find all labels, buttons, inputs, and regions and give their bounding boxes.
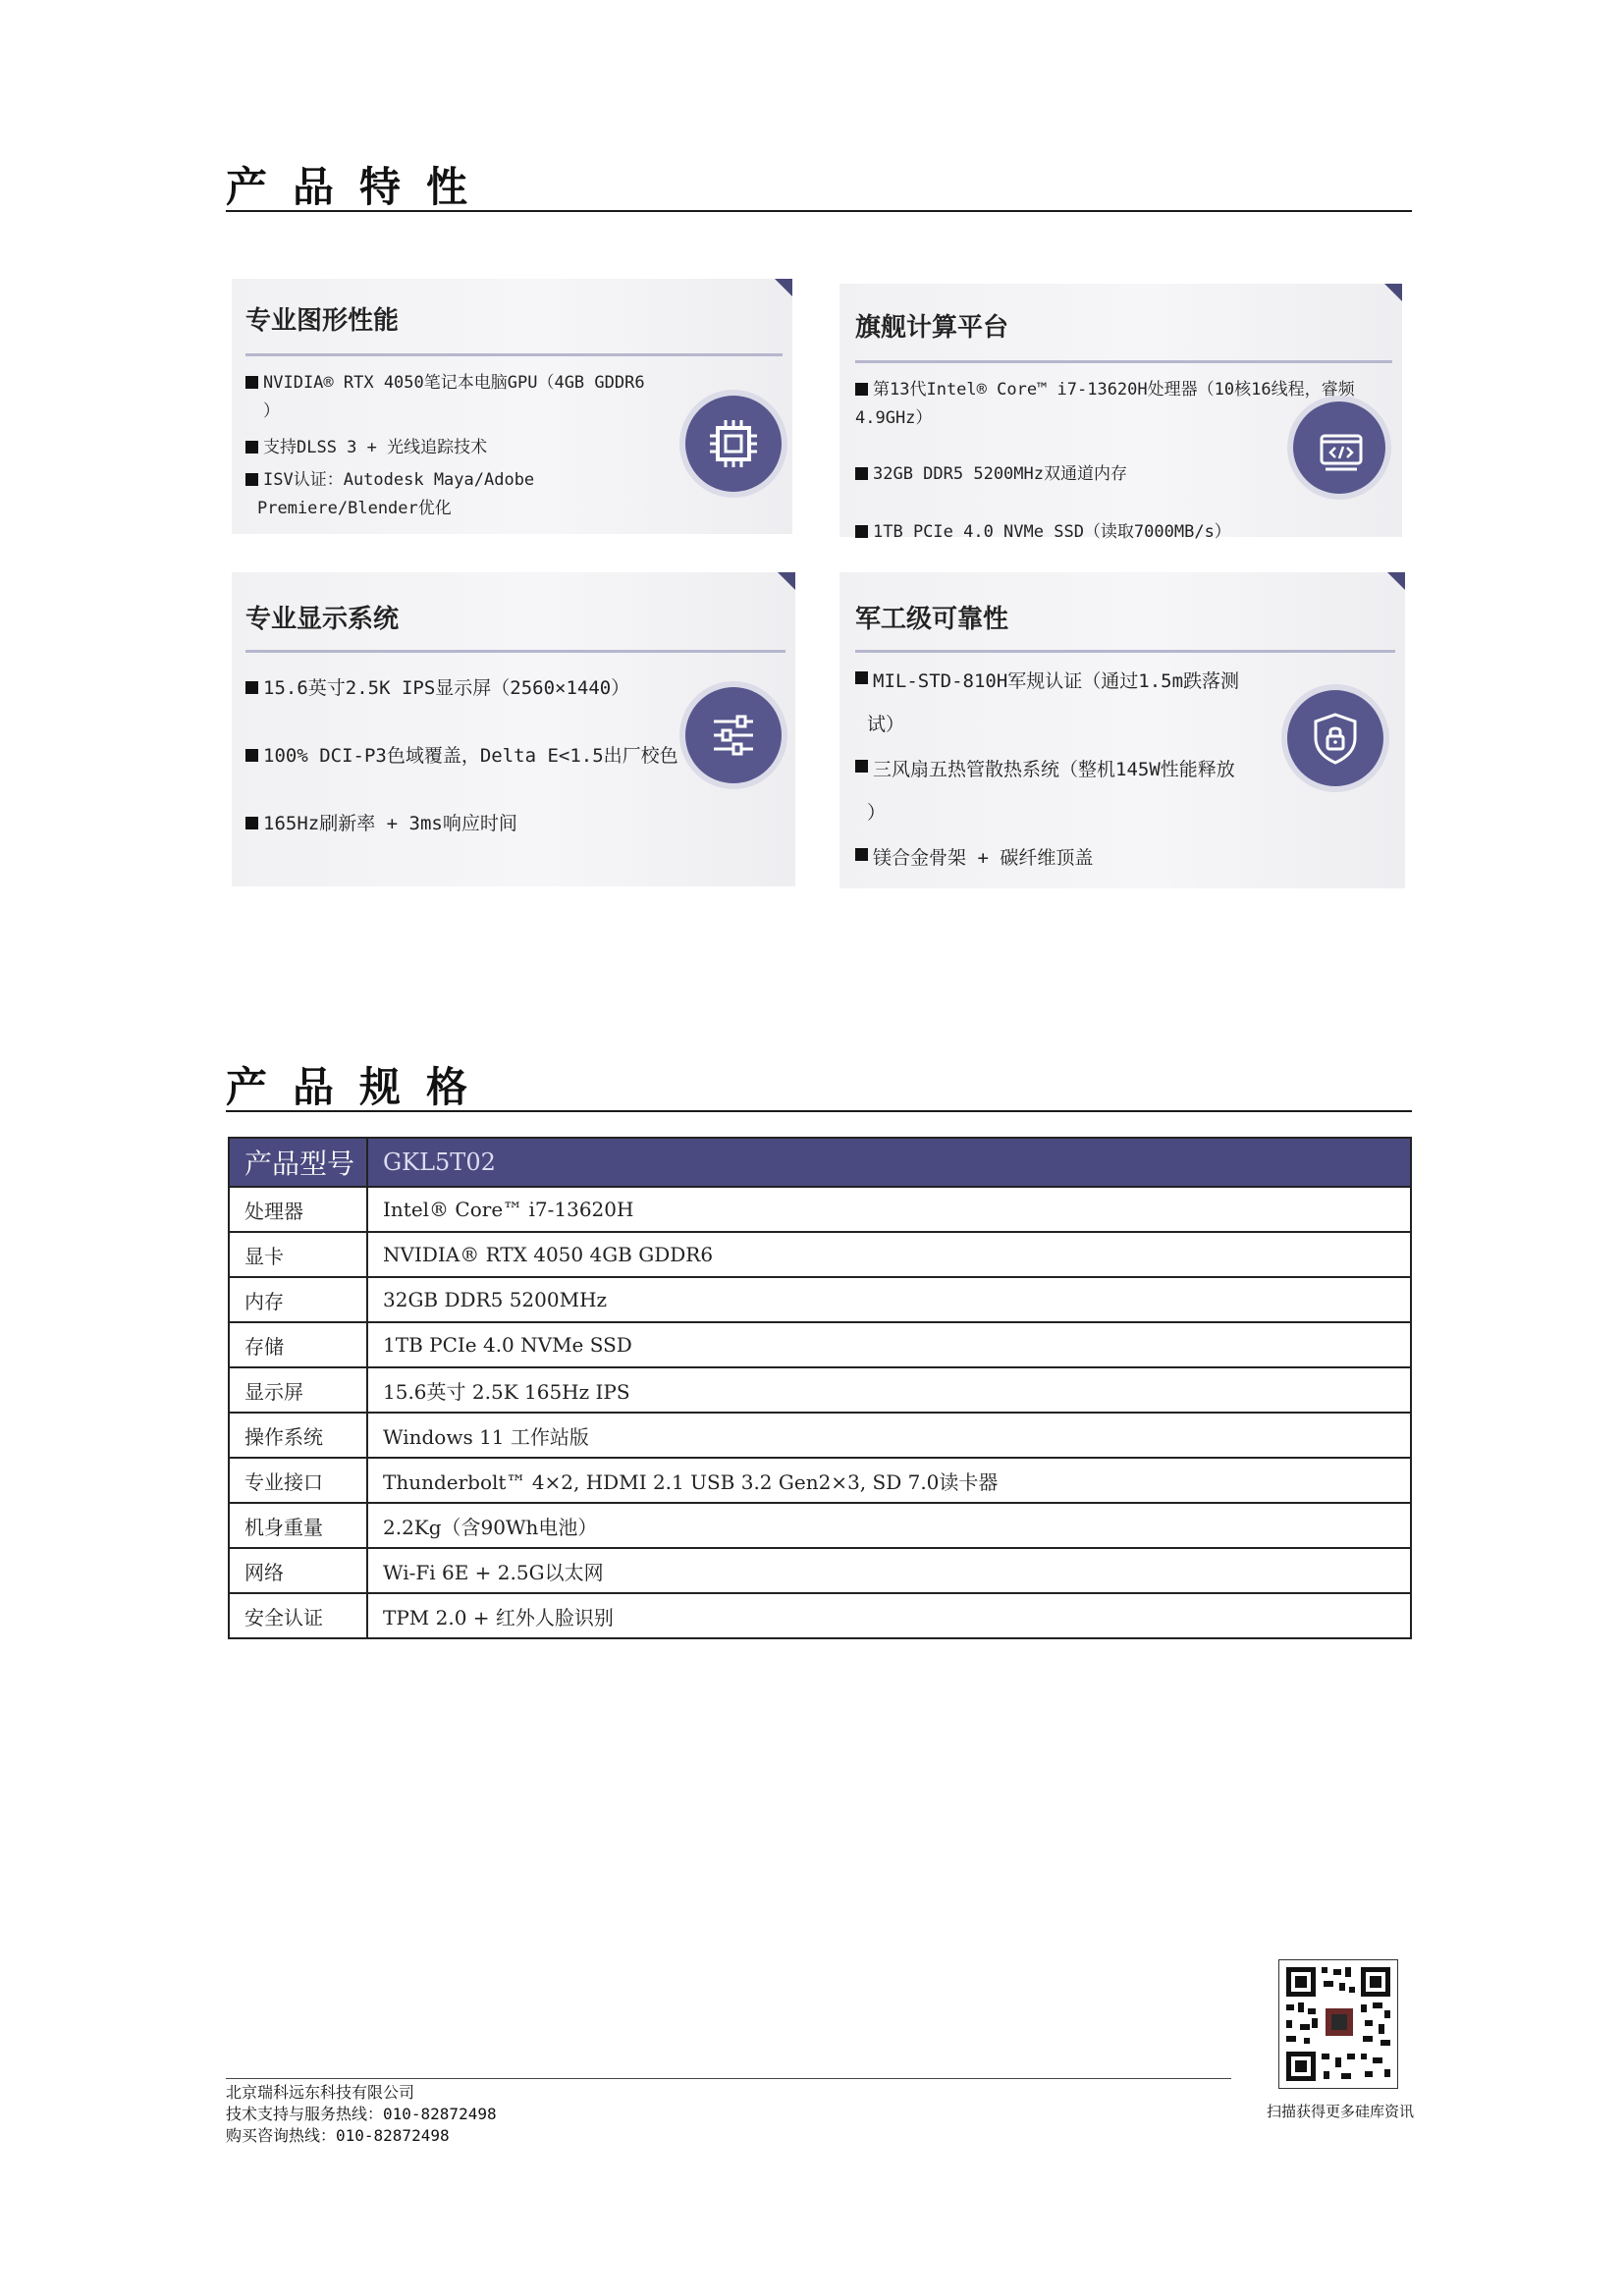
spec-value: Intel® Core™ i7-13620H — [367, 1187, 1411, 1232]
feature-card-display — [232, 572, 795, 886]
spec-label: 专业接口 — [229, 1458, 367, 1503]
feature-card-reliability — [839, 572, 1405, 888]
feature-item: 1TB PCIe 4.0 NVMe SSD（读取7000MB/s） — [855, 518, 1355, 547]
feature-list — [855, 376, 1355, 547]
feature-card-graphics — [232, 279, 792, 534]
table-row — [229, 1593, 1411, 1638]
sliders-icon — [685, 687, 782, 783]
feature-item: NVIDIA® RTX 4050笔记本电脑GPU（4GB GDDR6 — [245, 369, 645, 398]
feature-item: ISV认证：Autodesk Maya/Adobe — [245, 466, 645, 495]
specs-heading-text: 产品规格 — [226, 1063, 494, 1111]
feature-card-title: 专业显示系统 — [245, 605, 400, 634]
feature-item: 165Hz刷新率 + 3ms响应时间 — [245, 810, 678, 838]
card-corner-mark — [775, 279, 792, 296]
spec-model-value: GKL5T02 — [367, 1138, 1411, 1187]
feature-item-continuation: ） — [263, 401, 280, 421]
spec-label: 处理器 — [229, 1187, 367, 1232]
table-row — [229, 1458, 1411, 1503]
feature-item-continuation: ） — [867, 802, 887, 824]
feature-card-computing — [839, 284, 1402, 542]
feature-item: 镁合金骨架 + 碳纤维顶盖 — [855, 841, 1239, 875]
spec-value: TPM 2.0 + 红外人脸识别 — [367, 1593, 1411, 1638]
spec-value: 2.2Kg（含90Wh电池） — [367, 1503, 1411, 1548]
spec-label: 显示屏 — [229, 1367, 367, 1413]
spec-value: Windows 11 工作站版 — [367, 1413, 1411, 1458]
spec-model-label: 产品型号 — [229, 1138, 367, 1187]
spec-label: 存储 — [229, 1322, 367, 1367]
footer-divider — [226, 2078, 1231, 2079]
card-corner-mark — [1387, 572, 1405, 590]
feature-item: 第13代Intel® Core™ i7-13620H处理器（10核16线程，睿频 — [855, 376, 1355, 404]
spec-value: 15.6英寸 2.5K 165Hz IPS — [367, 1367, 1411, 1413]
qr-code-icon — [1278, 1959, 1398, 2089]
feature-item-continuation: Premiere/Blender优化 — [257, 499, 452, 518]
card-divider — [245, 650, 785, 653]
feature-card-title: 旗舰计算平台 — [855, 313, 1009, 343]
feature-item: 三风扇五热管散热系统（整机145W性能释放 — [855, 753, 1239, 786]
feature-card-title: 专业图形性能 — [245, 306, 400, 336]
footer-support-hotline: 技术支持与服务热线：010-82872498 — [226, 2105, 497, 2123]
feature-item: MIL-STD-810H军规认证（通过1.5m跌落测 — [855, 665, 1239, 698]
cpu-chip-icon — [685, 396, 782, 492]
features-heading — [226, 149, 1412, 212]
spec-label: 内存 — [229, 1277, 367, 1322]
spec-value: 32GB DDR5 5200MHz — [367, 1277, 1411, 1322]
spec-value: 1TB PCIe 4.0 NVMe SSD — [367, 1322, 1411, 1367]
spec-label: 操作系统 — [229, 1413, 367, 1458]
card-corner-mark — [778, 572, 795, 590]
spec-value: NVIDIA® RTX 4050 4GB GDDR6 — [367, 1232, 1411, 1277]
spec-value: Thunderbolt™ 4×2, HDMI 2.1 USB 3.2 Gen2×3, SD 7.0读卡器 — [367, 1458, 1411, 1503]
feature-card-title: 军工级可靠性 — [855, 605, 1009, 634]
specs-heading — [226, 1049, 1412, 1112]
qr-caption: 扫描获得更多硅库资讯 — [1267, 2103, 1415, 2120]
card-divider — [855, 360, 1392, 363]
feature-item-continuation: 试） — [867, 714, 905, 735]
code-window-icon — [1293, 401, 1385, 494]
shield-lock-icon — [1287, 690, 1383, 786]
spec-table — [228, 1137, 1412, 1639]
feature-item: 15.6英寸2.5K IPS显示屏（2560×1440） — [245, 674, 678, 703]
spec-label: 安全认证 — [229, 1593, 367, 1638]
card-corner-mark — [1384, 284, 1402, 301]
spec-label: 机身重量 — [229, 1503, 367, 1548]
table-row — [229, 1548, 1411, 1593]
table-row — [229, 1503, 1411, 1548]
features-heading-text: 产品特性 — [226, 163, 494, 211]
feature-item: 32GB DDR5 5200MHz双通道内存 — [855, 460, 1355, 489]
spec-label: 网络 — [229, 1548, 367, 1593]
table-row — [229, 1322, 1411, 1367]
feature-list — [245, 674, 678, 838]
table-row — [229, 1187, 1411, 1232]
table-row — [229, 1413, 1411, 1458]
table-row — [229, 1367, 1411, 1413]
feature-list — [245, 369, 645, 523]
feature-item-continuation: 4.9GHz） — [855, 408, 933, 428]
table-row — [229, 1277, 1411, 1322]
feature-item: 100% DCI-P3色域覆盖，Delta E<1.5出厂校色 — [245, 742, 678, 771]
feature-list — [855, 665, 1239, 875]
table-row — [229, 1232, 1411, 1277]
footer-company: 北京瑞科远东科技有限公司 — [226, 2083, 415, 2102]
footer-contact — [226, 2082, 497, 2147]
card-divider — [855, 650, 1395, 653]
spec-value: Wi-Fi 6E + 2.5G以太网 — [367, 1548, 1411, 1593]
footer-sales-hotline: 购买咨询热线：010-82872498 — [226, 2126, 450, 2145]
card-divider — [245, 353, 783, 356]
spec-table-header-row — [229, 1138, 1411, 1187]
spec-label: 显卡 — [229, 1232, 367, 1277]
feature-item: 支持DLSS 3 + 光线追踪技术 — [245, 434, 645, 462]
